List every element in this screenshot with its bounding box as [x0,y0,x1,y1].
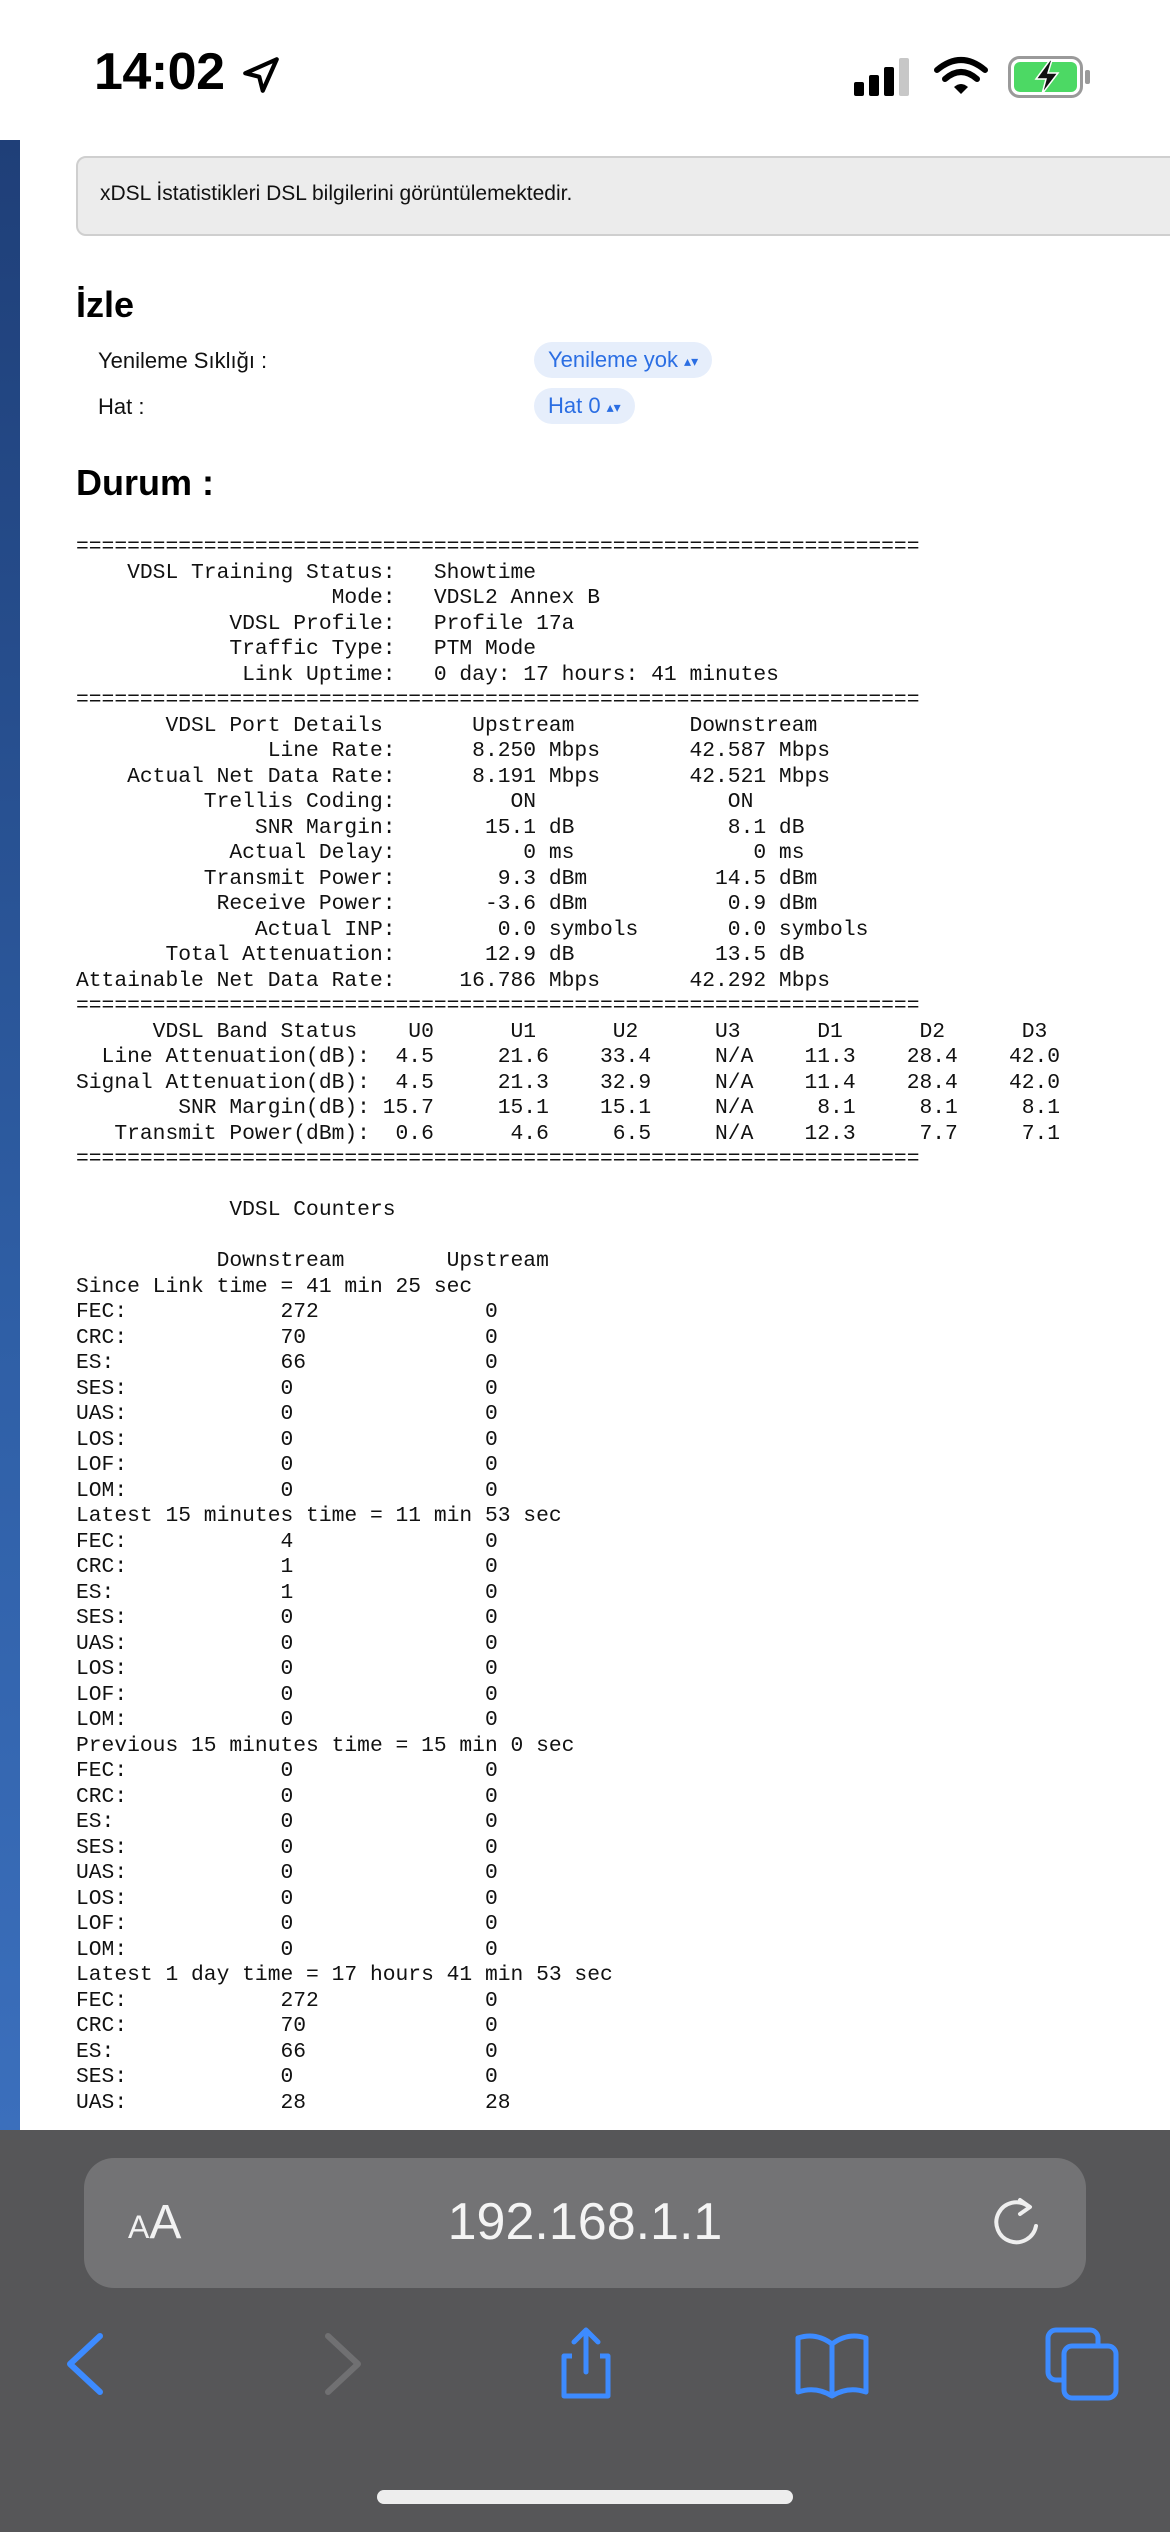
refresh-select[interactable] [534,342,712,378]
aa-small: A [128,2209,150,2245]
section-title-izle: İzle [76,284,135,325]
reload-icon[interactable] [990,2196,1042,2252]
select-chevron-icon: ▴▾ [684,353,699,370]
back-chevron-icon[interactable] [50,2326,126,2402]
status-bar [0,0,1170,140]
bookmarks-book-icon[interactable] [794,2326,870,2402]
line-select[interactable] [534,388,635,424]
line-label: Hat : [98,394,145,419]
forward-chevron-icon[interactable] [302,2326,378,2402]
tabs-icon[interactable] [1044,2326,1120,2402]
aa-large: A [149,2196,182,2249]
line-select-value: Hat 0 [548,393,601,418]
location-arrow-icon [240,54,282,96]
left-edge-strip [0,140,20,2130]
home-indicator[interactable] [377,2490,793,2504]
select-chevron-icon: ▴▾ [606,399,621,416]
refresh-label: Yenileme Sıklığı : [98,348,268,373]
info-text: xDSL İstatistikleri DSL bilgilerini görüntülemektedir. [100,182,573,205]
dsl-stats-text: ================================================================== VDSL Training Status: Showtime Mode: VDSL2 Annex B VDSL Profile: Profile 17a Traffic Type: PTM Mode Link Uptime: 0 day: 17 hours: 41 minutes ================================================================== VDSL Port Details Upstream Downstream Line Rate: 8.250 Mbps 42.587 Mbps Actual Net Data Rate: 8.191 Mbps 42.521 Mbps Trellis Coding: ON ON SNR Margin: 15.1 dB 8.1 dB Actual Delay: 0 ms 0 ms Transmit Power: 9.3 dBm 14.5 dBm Receive Power: -3.6 dBm 0.9 dBm Actual INP: 0.0 symbols 0.0 symbols Total Attenuation: 12.9 dB 13.5 dB Attainable Net Data Rate: 16.786 Mbps 42.292 Mbps ================================================================== VDSL Band Status U0 U1 U2 U3 D1 D2 D3 Line Attenuation(dB): 4.5 21.6 33.4 N/A 11.3 28.4 42.0 Signal Attenuation(dB): 4.5 21.3 32.9 N/A 11.4 28.4 42.0 SNR Margin(dB): 15.7 15.1 15.1 N/A 8.1 8.1 8.1 Transmit Power(dBm): 0.6 4.6 6.5 N/A 12.3 7.7 7.1 ================================================================== VDSL Counters Downstream Upstream Since Link time = 41 min 25 sec FEC: 272 0 CRC: 70 0 ES: 66 0 SES: 0 0 UAS: 0 0 LOS: 0 0 LOF: 0 0 LOM: 0 0 Latest 15 minutes time = 11 min 53 sec FEC: 4 0 CRC: 1 0 ES: 1 0 SES: 0 0 UAS: 0 0 LOS: 0 0 LOF: 0 0 LOM: 0 0 Previous 15 minutes time = 15 min 0 sec FEC: 0 0 CRC: 0 0 ES: 0 0 SES: 0 0 UAS: 0 0 LOS: 0 0 LOF: 0 0 LOM: 0 0 Latest 1 day time = 17 hours 41 min 53 sec FEC: 272 0 CRC: 70 0 ES: 66 0 SES: 0 0 UAS: 28 28 [76,535,1061,2115]
refresh-select-value: Yenileme yok [548,347,679,372]
cellular-signal-icon [854,58,912,96]
web-page [20,140,1170,2130]
share-icon[interactable] [548,2326,624,2402]
url-text[interactable]: 192.168.1.1 [447,2193,723,2251]
battery-charging-icon [1008,56,1092,98]
section-title-durum: Durum : [76,462,214,503]
status-time: 14:02 [94,43,225,101]
wifi-icon [934,56,988,96]
